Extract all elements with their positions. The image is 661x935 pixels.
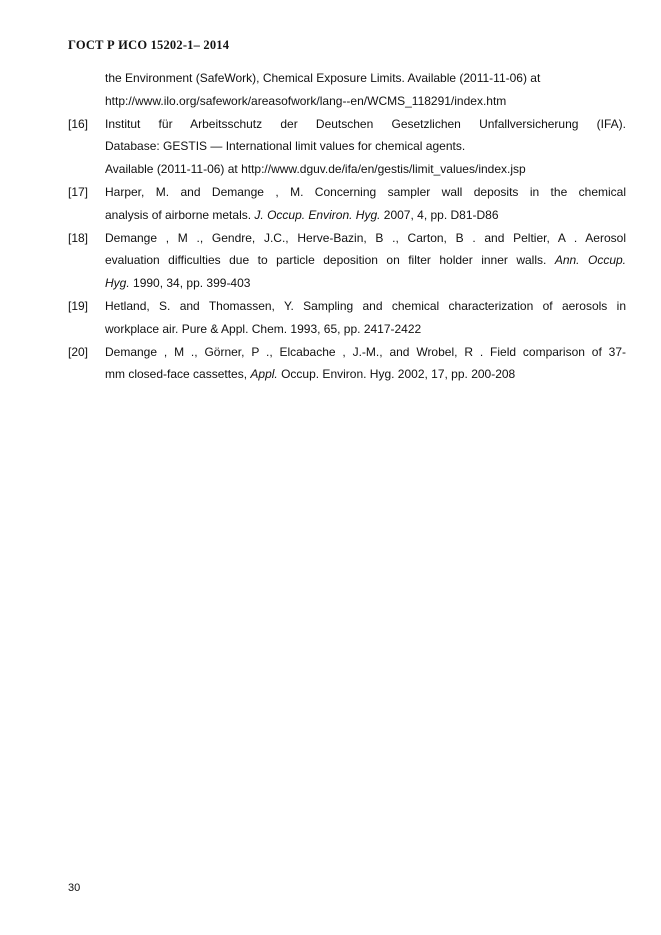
reference-text-part: analysis of airborne metals. bbox=[105, 207, 255, 222]
reference-number: [16] bbox=[68, 116, 89, 131]
reference-line bbox=[105, 204, 626, 227]
journal-name: Hyg. bbox=[105, 276, 130, 291]
reference-continuation-line-2: http://www.ilo.org/safework/areasofwork/lang--en/WCMS_118291/index.htm bbox=[105, 93, 507, 108]
reference-text bbox=[105, 181, 626, 227]
reference-line: Database: GESTIS — International limit values for chemical agents. bbox=[105, 139, 466, 154]
reference-number: [19] bbox=[68, 298, 89, 313]
reference-19 bbox=[68, 295, 626, 341]
reference-text-part: Occup. Environ. Hyg. 2002, 17, pp. 200-208 bbox=[277, 367, 516, 382]
journal-name: Appl. bbox=[250, 367, 278, 382]
reference-line: Institut für Arbeitsschutz der Deutschen Gesetzlichen Unfallversicherung (IFA). bbox=[105, 116, 626, 131]
reference-line bbox=[105, 272, 626, 295]
page-number: 30 bbox=[68, 882, 81, 894]
reference-number: [20] bbox=[68, 344, 89, 359]
reference-continuation-line-1: the Environment (SafeWork), Chemical Exposure Limits. Available (2011-11-06) at bbox=[105, 71, 541, 85]
reference-number: [18] bbox=[68, 230, 89, 245]
reference-text bbox=[105, 341, 626, 387]
reference-text-part: evaluation difficulties due to particle deposition on filter holder inner walls. bbox=[105, 253, 555, 268]
reference-18 bbox=[68, 227, 626, 295]
reference-line: workplace air. Pure & Appl. Chem. 1993, 65, pp. 2417-2422 bbox=[105, 321, 422, 336]
reference-number: [17] bbox=[68, 184, 89, 199]
reference-line: Harper, M. and Demange , M. Concerning sampler wall deposits in the chemical bbox=[105, 184, 626, 199]
journal-name: J. Occup. Environ. Hyg. bbox=[254, 207, 381, 222]
document-header: ГОСТ Р ИСО 15202-1– 2014 bbox=[68, 38, 230, 52]
references-list bbox=[68, 67, 626, 386]
reference-line bbox=[105, 363, 626, 386]
reference-text-part: 2007, 4, pp. D81-D86 bbox=[380, 207, 499, 222]
reference-text bbox=[105, 295, 626, 341]
reference-line: Demange , M ., Gendre, J.C., Herve-Bazin, B ., Carton, B . and Peltier, A . Aerosol bbox=[105, 230, 626, 245]
reference-16 bbox=[68, 113, 626, 181]
reference-text-part: 1990, 34, pp. 399-403 bbox=[129, 276, 251, 291]
reference-text-part: mm closed-face cassettes, bbox=[105, 367, 251, 382]
reference-17 bbox=[68, 181, 626, 227]
journal-name: Ann. Occup. bbox=[554, 253, 626, 268]
reference-line: Hetland, S. and Thomassen, Y. Sampling and chemical characterization of aerosols in bbox=[105, 298, 626, 313]
reference-line bbox=[105, 249, 626, 272]
reference-line: Demange , M ., Görner, P ., Elcabache , J.-M., and Wrobel, R . Field comparison of 37- bbox=[105, 344, 626, 359]
reference-text bbox=[105, 227, 626, 295]
reference-line: Available (2011-11-06) at http://www.dguv.de/ifa/en/gestis/limit_values/index.jsp bbox=[105, 162, 526, 177]
reference-20 bbox=[68, 341, 626, 387]
reference-text bbox=[105, 113, 626, 181]
